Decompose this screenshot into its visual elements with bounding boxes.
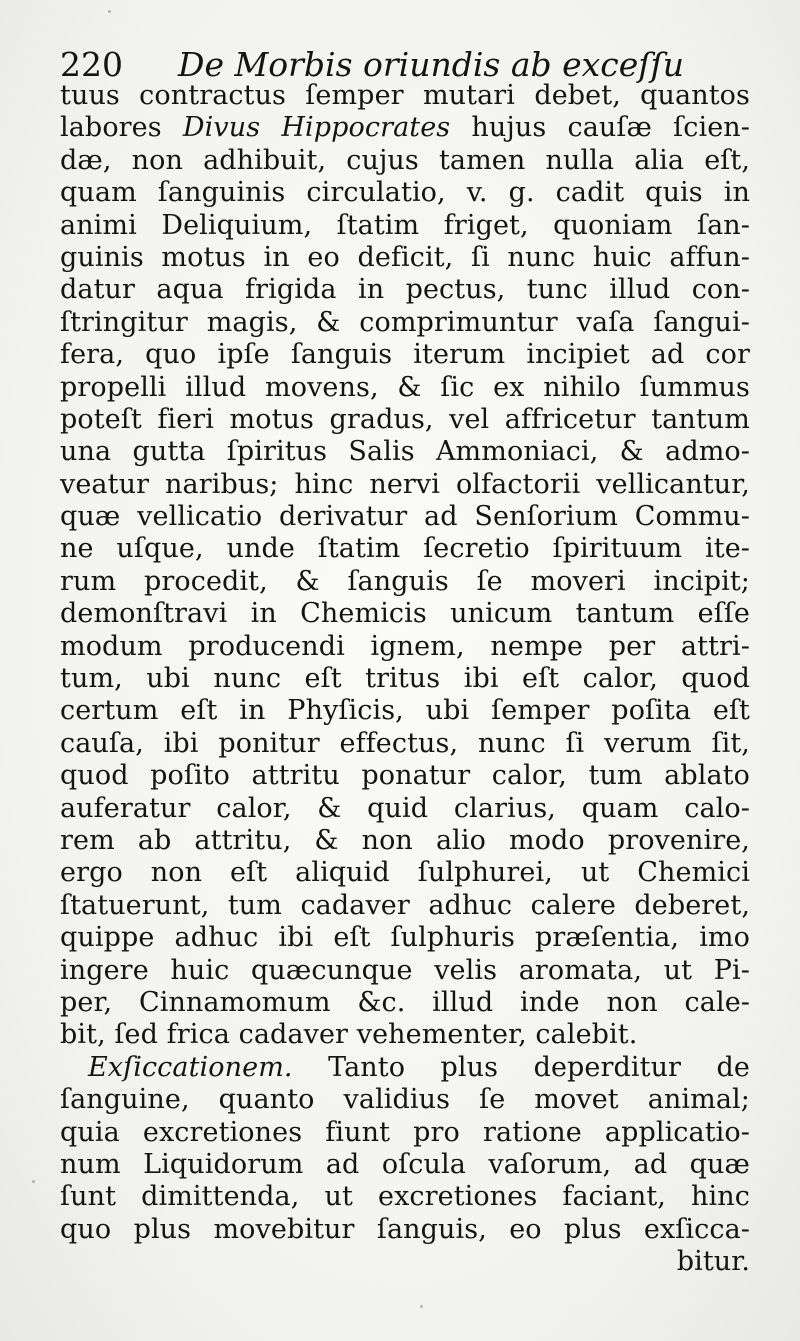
- text-line: rem ab attritu, & non alio modo provenire,: [60, 824, 750, 856]
- italic-phrase: Exſiccationem.: [88, 1051, 293, 1083]
- text-line: quam ſanguinis circulatio, v. g. cadit quis in: [60, 177, 750, 209]
- text-line: cauſa, ibi ponitur effectus, nunc ſi verum ſit,: [60, 727, 750, 759]
- text-line: demonſtravi in Chemicis unicum tantum eſſe: [60, 598, 750, 630]
- print-speck: [32, 1180, 35, 1183]
- text-line: guinis motus in eo deficit, ſi nunc huic affun-: [60, 241, 750, 273]
- text-line: propelli illud movens, & ſic ex nihilo ſummus: [60, 371, 750, 403]
- text-line: datur aqua frigida in pectus, tunc illud con-: [60, 274, 750, 306]
- text-line: ſanguine, quanto validius ſe movet animal;: [60, 1084, 750, 1116]
- text-line: ergo non eſt aliquid ſulphurei, ut Chemici: [60, 857, 750, 889]
- print-speck: [108, 10, 111, 13]
- text-line: labores Divus Hippocrates hujus cauſæ ſcien-: [60, 112, 750, 144]
- text-line: fera, quo ipſe ſanguis iterum incipiet ad cor: [60, 339, 750, 371]
- text-line: quæ vellicatio derivatur ad Senſorium Commu-: [60, 501, 750, 533]
- text-line: auferatur calor, & quid clarius, quam calo-: [60, 792, 750, 824]
- text-line: ſunt dimittenda, ut excretiones faciant, hinc: [60, 1181, 750, 1213]
- text-line: quia excretiones fiunt pro ratione applicatio-: [60, 1116, 750, 1148]
- paragraph-2: [60, 1052, 750, 1279]
- italic-phrase: Divus Hippocrates: [182, 112, 451, 144]
- text-line: per, Cinnamomum &c. illud inde non cale-: [60, 986, 750, 1018]
- page-number: 220: [60, 45, 123, 84]
- text-line: veatur naribus; hinc nervi olfactorii vellicantur,: [60, 468, 750, 500]
- text-line: quippe adhuc ibi eſt ſulphuris præſentia, imo: [60, 922, 750, 954]
- text-line: tuus contractus ſemper mutari debet, quantos: [60, 80, 750, 111]
- body-text: [60, 80, 750, 1278]
- text-line: una gutta ſpiritus Salis Ammoniaci, & admo-: [60, 436, 750, 468]
- paragraph-1: [60, 80, 750, 1052]
- text-line: quo plus movebitur ſanguis, eo plus exſicca-: [60, 1213, 750, 1245]
- text-line: Exſiccationem. Tanto plus deperditur de: [88, 1051, 750, 1083]
- text-line: quod poſito attritu ponatur calor, tum ablato: [60, 760, 750, 792]
- text-line: ne uſque, unde ſtatim ſecretio ſpirituum ite-: [60, 533, 750, 565]
- text-line: rum procedit, & ſanguis ſe moveri incipit;: [60, 565, 750, 597]
- text-line: dæ, non adhibuit, cujus tamen nulla alia eſt,: [60, 144, 750, 176]
- text-line: bit, ſed frica cadaver vehementer, calebit.: [60, 1019, 638, 1051]
- text-line: ſtringitur magis, & comprimuntur vaſa ſangui-: [60, 306, 750, 338]
- text-line: certum eſt in Phyſicis, ubi ſemper poſita eſt: [60, 695, 750, 727]
- text-line: ingere huic quæcunque velis aromata, ut Pi-: [60, 954, 750, 986]
- text-line: animi Deliquium, ſtatim friget, quoniam ſan-: [60, 209, 750, 241]
- print-speck: [420, 1305, 423, 1308]
- text-line: bitur.: [676, 1246, 750, 1278]
- text-line: modum producendi ignem, nempe per attri-: [60, 630, 750, 662]
- text-line: poteſt fieri motus gradus, vel affricetur tantum: [60, 403, 750, 435]
- text-line: tum, ubi nunc eſt tritus ibi eſt calor, quod: [60, 663, 750, 695]
- running-title: De Morbis oriundis ab exceſſu: [178, 45, 684, 84]
- text-line: ſtatuerunt, tum cadaver adhuc calere deberet,: [60, 889, 750, 921]
- text-line: num Liquidorum ad oſcula vaſorum, ad quæ: [60, 1148, 750, 1180]
